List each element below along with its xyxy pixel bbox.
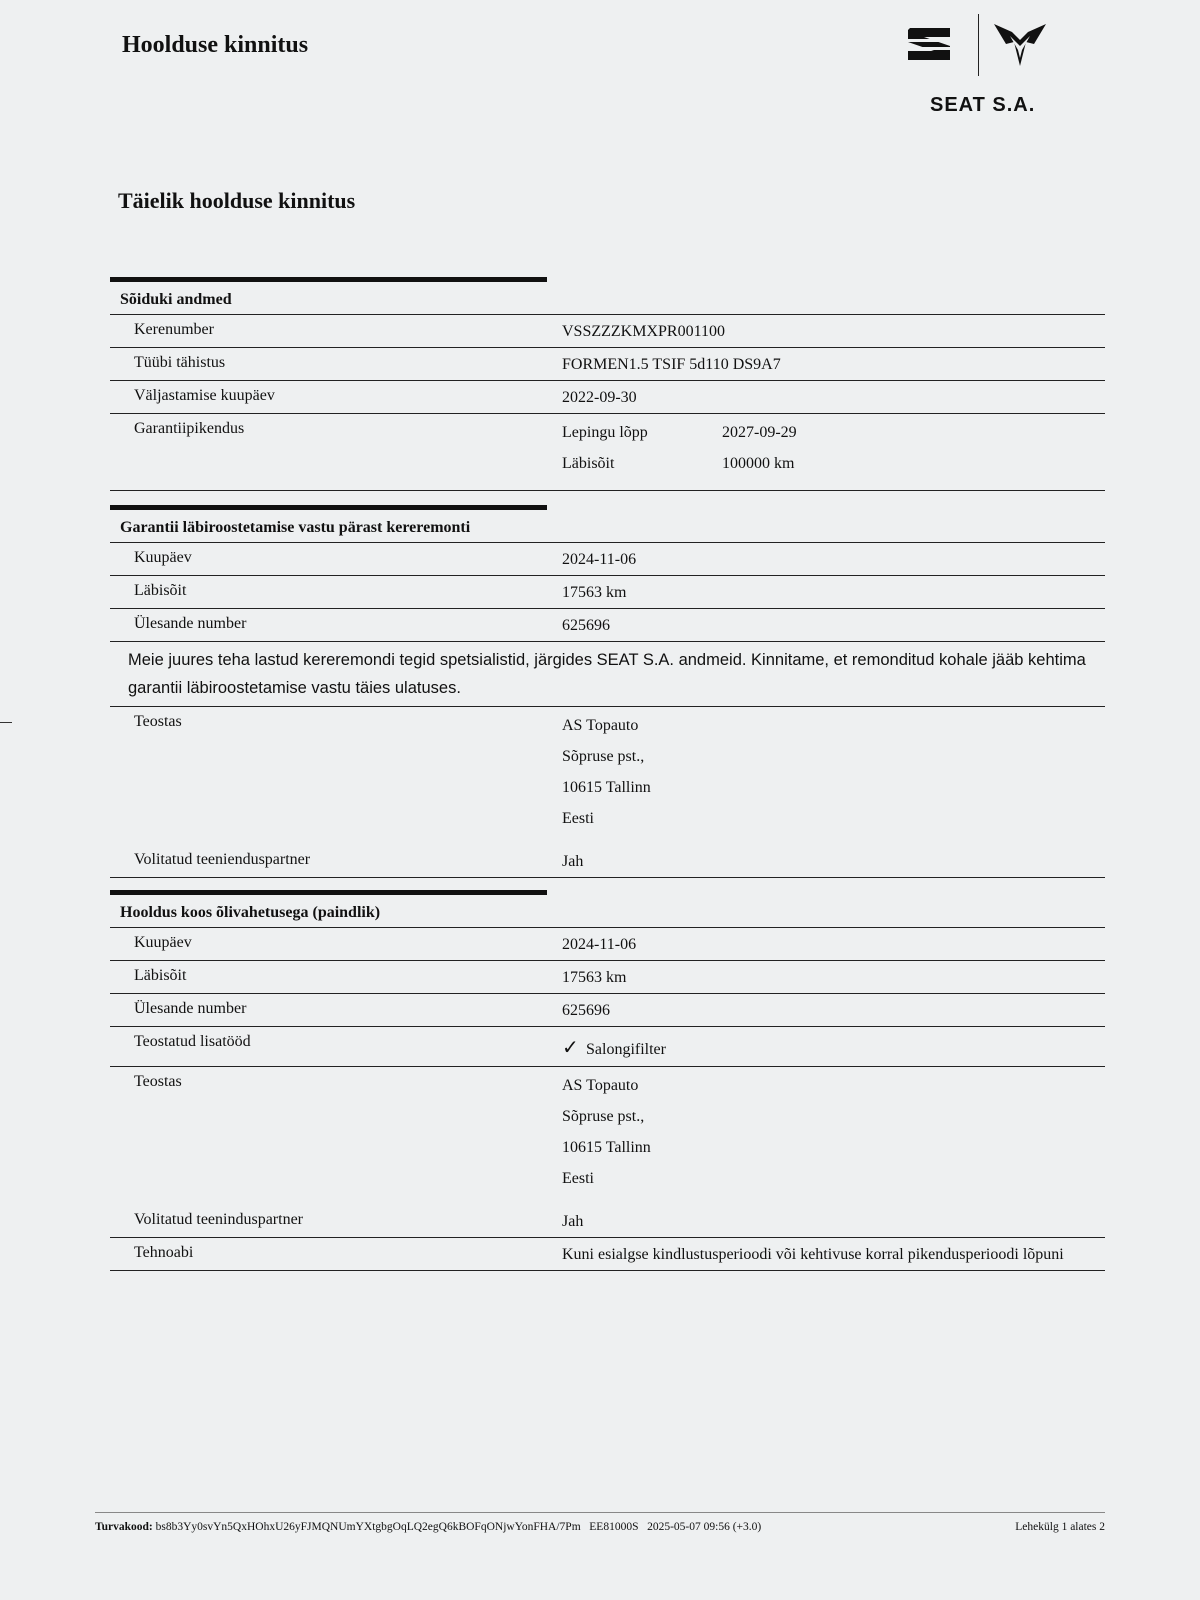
document-title: Hoolduse kinnitus (122, 32, 309, 58)
warranty-mileage (562, 453, 1105, 484)
partner-row (110, 1205, 1105, 1238)
row-value: 17563 km (562, 584, 627, 601)
row-label: Ülesande number (134, 1000, 247, 1017)
warranty-row (110, 414, 1105, 491)
table-row (110, 576, 1105, 609)
performer-address (550, 707, 1105, 845)
rust-note: Meie juures teha lastud kereremondi tegid spetsialistid, järgides SEAT S.A. andmeid. Kinnitame, et remonditud kohale jääb kehtima garantii läbiroostetamise vastu täies ulatuses. (110, 642, 1105, 707)
row-label: Teostas (134, 1073, 182, 1090)
row-value: 17563 km (562, 969, 627, 986)
address-line: AS Topauto (562, 717, 639, 734)
service-section (110, 890, 1105, 1271)
sub-label: Läbisõit (562, 455, 615, 472)
page-footer (95, 1512, 1105, 1533)
row-label: Garantiipikendus (134, 420, 245, 437)
address-line: 10615 Tallinn (562, 1139, 651, 1156)
document-subtitle: Täielik hoolduse kinnitus (118, 188, 356, 213)
edge-mark (0, 722, 12, 723)
row-value: 2022-09-30 (562, 389, 637, 406)
section-heading: Sõiduki andmed (110, 282, 1105, 315)
table-row (110, 543, 1105, 576)
row-value: 625696 (562, 1002, 610, 1019)
row-value: 625696 (562, 617, 610, 634)
brand-logo-block (900, 12, 1060, 122)
row-value (550, 1027, 1105, 1066)
vehicle-section (110, 277, 1105, 491)
row-label: Läbisõit (134, 967, 187, 984)
table-row (110, 609, 1105, 642)
row-value: FORMEN1.5 TSIF 5d110 DS9A7 (562, 356, 781, 373)
page-number: Lehekülg 1 alates 2 (1015, 1521, 1105, 1533)
row-label: Väljastamise kuupäev (134, 387, 275, 404)
section-heading: Hooldus koos õlivahetusega (paindlik) (110, 895, 1105, 928)
performer-address (550, 1067, 1105, 1205)
row-label: Ülesande number (134, 615, 247, 632)
warranty-end (562, 422, 1105, 453)
row-label: Volitatud teenienduspartner (134, 851, 311, 868)
table-row (110, 928, 1105, 961)
partner-row (110, 845, 1105, 878)
row-label: Tehnoabi (134, 1244, 194, 1261)
checkmark-icon: ✓ (562, 1037, 579, 1059)
performed-row (110, 1067, 1105, 1205)
cupra-logo-icon (992, 22, 1048, 68)
row-label: Kuupäev (134, 934, 192, 951)
table-row (110, 994, 1105, 1027)
sub-value: 100000 km (722, 455, 795, 472)
address-line: Eesti (562, 1170, 594, 1187)
section-heading: Garantii läbiroostetamise vastu pärast kereremonti (110, 510, 1105, 543)
security-label: Turvakood: (95, 1521, 153, 1533)
extra-work-row (110, 1027, 1105, 1067)
table-row (110, 381, 1105, 414)
extra-work-value: Salongifilter (586, 1041, 666, 1058)
warranty-values (550, 414, 1105, 490)
row-value: Kuni esialgse kindlustusperioodi või kehtivuse korral pikendusperioodi lõpuni (562, 1246, 1064, 1263)
timestamp: 2025-05-07 09:56 (+3.0) (647, 1521, 762, 1533)
rust-warranty-section (110, 505, 1105, 878)
row-value: VSSZZZKMXPR001100 (562, 323, 725, 340)
address-line: AS Topauto (562, 1077, 639, 1094)
sub-label: Lepingu lõpp (562, 424, 648, 441)
table-row (110, 961, 1105, 994)
table-row (110, 315, 1105, 348)
performed-row (110, 707, 1105, 845)
address-line: Eesti (562, 810, 594, 827)
seat-logo-icon (906, 26, 952, 62)
row-label: Läbisõit (134, 582, 187, 599)
sub-value: 2027-09-29 (722, 424, 797, 441)
table-row (110, 348, 1105, 381)
row-value: 2024-11-06 (562, 551, 637, 568)
tech-support-row (110, 1238, 1105, 1271)
row-label: Kuupäev (134, 549, 192, 566)
row-label: Volitatud teeninduspartner (134, 1211, 303, 1228)
address-line: 10615 Tallinn (562, 779, 651, 796)
address-line: Sõpruse pst., (562, 748, 645, 765)
row-label: Kerenumber (134, 321, 214, 338)
document-code: EE81000S (589, 1521, 639, 1533)
row-label: Teostas (134, 713, 182, 730)
brand-name: SEAT S.A. (930, 94, 1036, 116)
row-value: Jah (562, 853, 584, 870)
security-code-line (95, 1521, 1015, 1533)
row-label: Tüübi tähistus (134, 354, 226, 371)
address-line: Sõpruse pst., (562, 1108, 645, 1125)
row-value: Jah (562, 1213, 584, 1230)
row-label: Teostatud lisatööd (134, 1033, 251, 1050)
security-code: bs8b3Yy0svYn5QxHOhxU26yFJMQNUmYXtgbgOqLQ2egQ6kBOFqONjwYonFHA/7Pm (155, 1521, 581, 1533)
row-value: 2024-11-06 (562, 936, 637, 953)
logo-divider (978, 14, 979, 76)
